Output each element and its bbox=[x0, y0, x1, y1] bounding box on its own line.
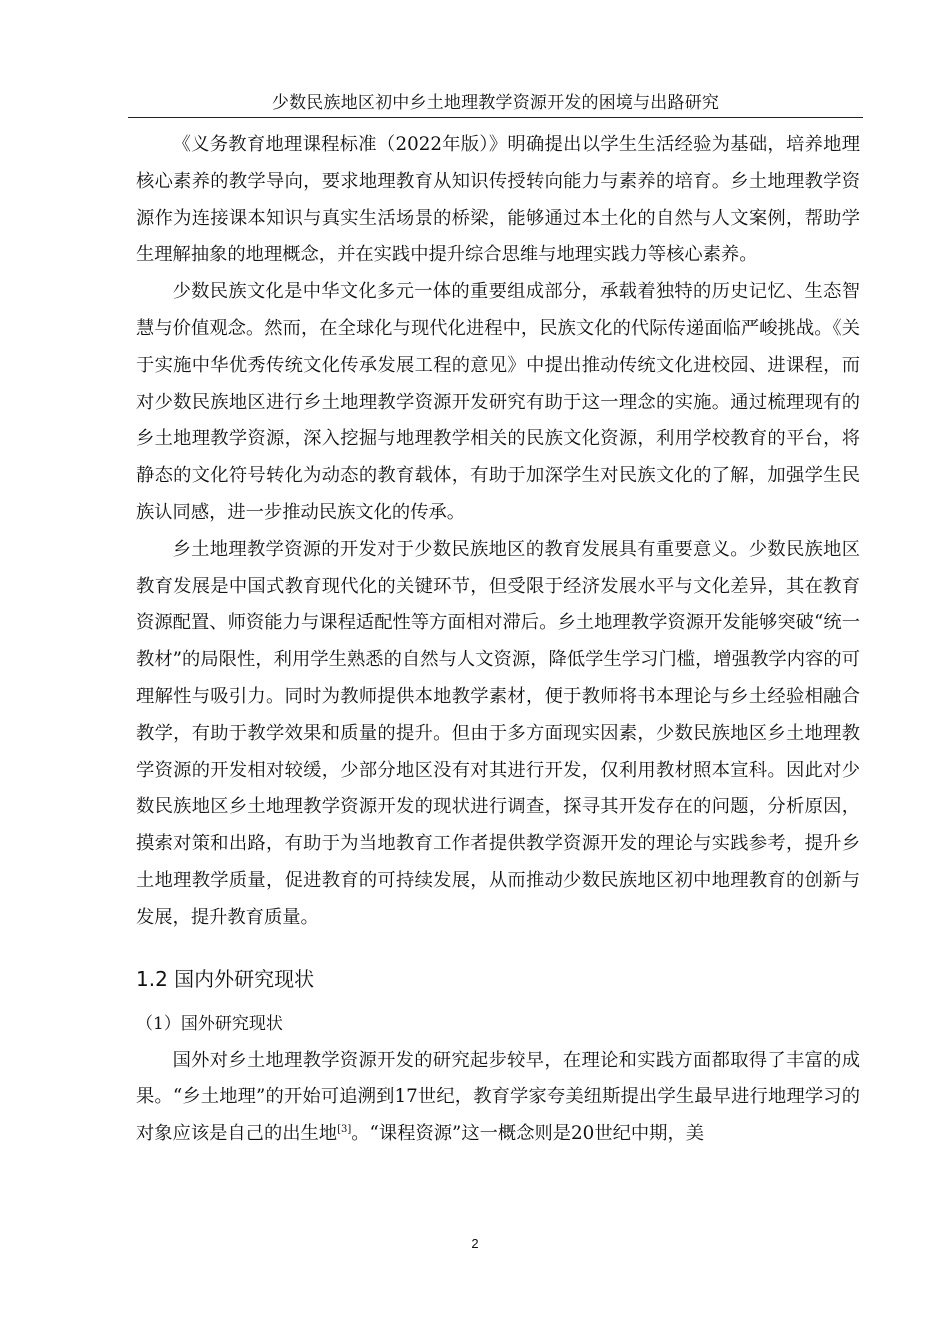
citation-reference[interactable]: [3] bbox=[337, 1124, 352, 1136]
paragraph-text-end: 。“课程资源”这一概念则是20世纪中期，美 bbox=[351, 1123, 705, 1145]
paragraph-curriculum-standard: 《义务教育地理课程标准（2022年版）》明确提出以学生生活经验为基础，培养地理核心素养的教学导向，要求地理教育从知识传授转向能力与素养的培育。乡土地理教学资源作为连接课本知识与真实生活场景的桥梁，能够通过本土化的自然与人文案例，帮助学生理解抽象的地理概念，并在实践中提升综合思维与地理实践力等核心素养。 bbox=[136, 134, 860, 266]
body-content bbox=[136, 127, 860, 1153]
page-number: 2 bbox=[471, 1236, 479, 1251]
paragraph-text-start: 国外对乡土地理教学资源开发的研究起步较早，在理论和实践方面都取得了丰富的成果。“乡土地理”的开始可追溯到17世纪，教育学家夸美纽斯提出学生最早进行地理学习的对象应该是自己的出生地 bbox=[136, 1049, 860, 1145]
header-rule bbox=[128, 117, 863, 118]
subsection-heading: （1）国外研究现状 bbox=[136, 1013, 283, 1034]
paragraph-ethnic-culture: 少数民族文化是中华文化多元一体的重要组成部分，承载着独特的历史记忆、生态智慧与价值观念。然而，在全球化与现代化进程中，民族文化的代际传递面临严峻挑战。《关于实施中华优秀传统文化传承发展工程的意见》中提出推动传统文化进校园、进课程，而对少数民族地区进行乡土地理教学资源开发研究有助于这一理念的实施。通过梳理现有的乡土地理教学资源，深入挖掘与地理教学相关的民族文化资源，利用学校教育的平台，将静态的文化符号转化为动态的教育载体，有助于加深学生对民族文化的了解，加强学生民族认同感，进一步推动民族文化的传承。 bbox=[136, 281, 860, 523]
paragraph-education-significance: 乡土地理教学资源的开发对于少数民族地区的教育发展具有重要意义。少数民族地区教育发展是中国式教育现代化的关键环节，但受限于经济发展水平与文化差异，其在教育资源配置、师资能力与课程适配性等方面相对滞后。乡土地理教学资源开发能够突破“统一教材”的局限性，利用学生熟悉的自然与人文资源，降低学生学习门槛，增强教学内容的可理解性与吸引力。同时为教师提供本地教学素材，便于教师将书本理论与乡土经验相融合教学，有助于教学效果和质量的提升。但由于多方面现实因素，少数民族地区乡土地理教学资源的开发相对较缓，少部分地区没有对其进行开发，仅利用教材照本宣科。因此对少数民族地区乡土地理教学资源开发的现状进行调查，探寻其开发存在的问题，分析原因，摸索对策和出路，有助于为当地教育工作者提供教学资源开发的理论与实践参考，提升乡土地理教学质量，促进教育的可持续发展，从而推动少数民族地区初中地理教育的创新与发展，提升教育质量。 bbox=[136, 538, 860, 928]
running-header: 少数民族地区初中乡土地理教学资源开发的困境与出路研究 bbox=[271, 93, 720, 113]
section-heading: 1.2 国内外研究现状 bbox=[136, 966, 315, 991]
paragraph-foreign-research bbox=[136, 1043, 860, 1153]
